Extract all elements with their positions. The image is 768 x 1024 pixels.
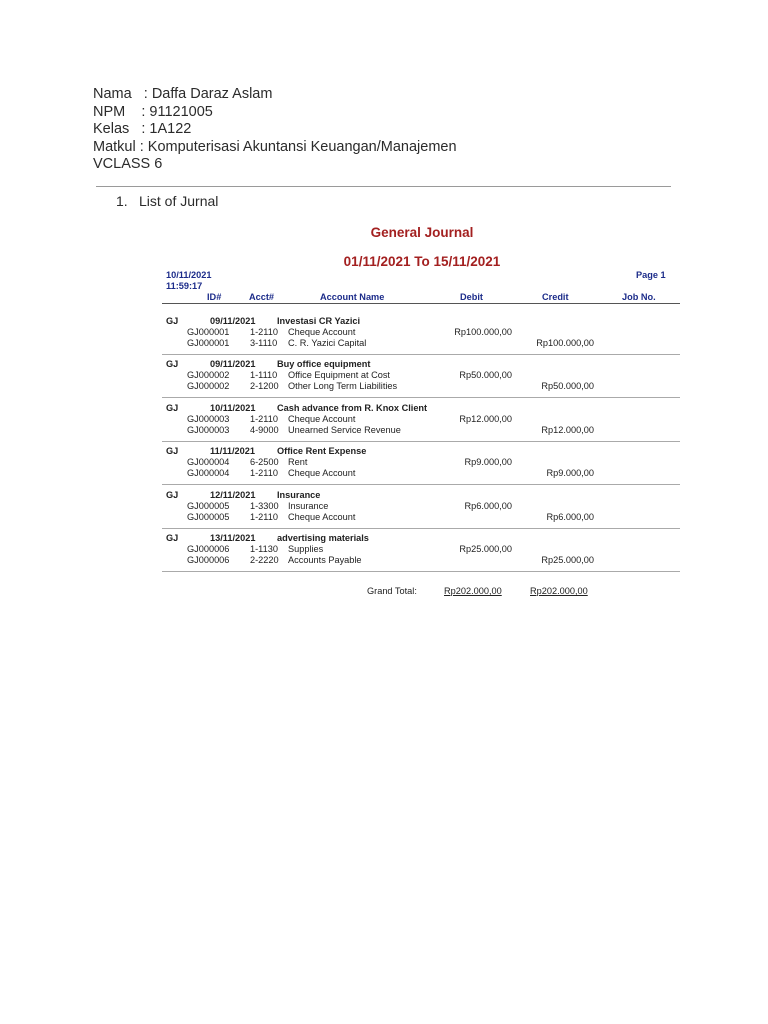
- col-header-acct: Acct#: [249, 292, 275, 302]
- student-info-row: [93, 156, 457, 174]
- student-info-value: : Komputerisasi Akuntansi Keuangan/Manajemen: [139, 138, 457, 155]
- report-date-range: 01/11/2021 To 15/11/2021: [343, 254, 501, 269]
- line-acct: 1-1130: [250, 544, 278, 554]
- entry-type: GJ: [166, 489, 179, 500]
- list-number: 1.: [116, 193, 128, 209]
- line-debit: Rp6.000,00: [464, 500, 512, 511]
- line-acct: 3-1110: [250, 338, 278, 348]
- line-account-name: Cheque Account: [288, 468, 356, 479]
- grand-total-label: Grand Total:: [367, 586, 417, 596]
- line-credit: Rp12.000,00: [541, 424, 594, 435]
- header-rule: [162, 303, 680, 304]
- entry-date: 10/11/2021: [210, 402, 256, 413]
- student-info-label: Matkul: [93, 138, 140, 155]
- entry-date: 09/11/2021: [210, 359, 256, 370]
- journal-line: [160, 381, 680, 392]
- line-id: GJ000006: [187, 555, 230, 565]
- entry-separator: [162, 441, 680, 442]
- line-account-name: Unearned Service Revenue: [288, 424, 401, 435]
- entry-description: Cash advance from R. Knox Client: [277, 402, 428, 413]
- line-account-name: Cheque Account: [288, 327, 356, 337]
- line-acct: 2-1200: [250, 381, 279, 392]
- line-acct: 1-2110: [250, 511, 278, 522]
- entry-type: GJ: [166, 446, 179, 457]
- student-info-row: [93, 104, 457, 122]
- line-debit: Rp100.000,00: [454, 327, 512, 337]
- entry-separator: [162, 354, 680, 355]
- entry-separator: [162, 484, 680, 485]
- line-account-name: Insurance: [288, 500, 329, 511]
- student-info-value: : Daffa Daraz Aslam: [143, 86, 273, 102]
- journal-line: [160, 544, 680, 555]
- line-credit: Rp100.000,00: [536, 338, 594, 348]
- entry-separator: [162, 528, 680, 529]
- report-page-number: Page 1: [636, 270, 666, 280]
- col-header-id: ID#: [207, 292, 222, 302]
- entry-date: 13/11/2021: [210, 533, 256, 543]
- line-id: GJ000005: [187, 500, 230, 511]
- student-info-row: [93, 86, 457, 104]
- report-print-date: 10/11/2021: [166, 270, 212, 280]
- line-id: GJ000005: [187, 511, 230, 522]
- list-item-1: [116, 193, 218, 209]
- student-info-row: [93, 121, 457, 139]
- line-acct: 1-2110: [250, 327, 278, 337]
- line-id: GJ000006: [187, 544, 230, 554]
- line-account-name: C. R. Yazici Capital: [288, 338, 367, 348]
- grand-total-credit: Rp202.000,00: [530, 586, 588, 596]
- col-header-credit: Credit: [542, 292, 569, 302]
- entry-type: GJ: [166, 533, 179, 543]
- line-acct: 6-2500: [250, 457, 279, 468]
- line-debit: Rp12.000,00: [459, 413, 512, 424]
- line-id: GJ000003: [187, 424, 230, 435]
- entry-description: Insurance: [277, 489, 321, 500]
- line-credit: Rp25.000,00: [541, 555, 594, 565]
- line-id: GJ000004: [187, 468, 230, 479]
- student-info: [93, 86, 457, 174]
- line-acct: 1-2110: [250, 413, 278, 424]
- line-debit: Rp50.000,00: [459, 370, 512, 381]
- journal-line: [160, 338, 680, 349]
- journal-line: [160, 512, 680, 523]
- entry-type: GJ: [166, 402, 179, 413]
- line-account-name: Other Long Term Liabilities: [288, 381, 398, 392]
- entry-description: Office Rent Expense: [277, 446, 367, 457]
- line-id: GJ000003: [187, 413, 230, 424]
- student-info-row: [93, 139, 457, 157]
- line-id: GJ000002: [187, 381, 230, 392]
- student-info-value: : 1A122: [141, 121, 192, 138]
- line-account-name: Cheque Account: [288, 413, 356, 424]
- list-text: List of Jurnal: [139, 193, 219, 209]
- entry-date: 09/11/2021: [210, 316, 256, 326]
- entry-description: Investasi CR Yazici: [277, 316, 361, 326]
- line-credit: Rp6.000,00: [546, 511, 594, 522]
- report-print-time: 11:59:17: [166, 280, 203, 291]
- grand-total-debit: Rp202.000,00: [444, 586, 502, 596]
- student-info-label: Kelas: [93, 121, 142, 138]
- entry-separator: [162, 571, 680, 572]
- line-account-name: Rent: [288, 457, 308, 468]
- entry-description: Buy office equipment: [277, 359, 371, 370]
- report-print-datetime: [166, 270, 211, 291]
- line-debit: Rp9.000,00: [464, 457, 512, 468]
- journal-line: [160, 457, 680, 468]
- journal-line: [160, 414, 680, 425]
- col-header-job-no: Job No.: [622, 292, 656, 302]
- line-acct: 1-1110: [250, 370, 278, 381]
- entry-type: GJ: [166, 359, 179, 370]
- line-acct: 4-9000: [250, 424, 279, 435]
- line-acct: 2-2220: [250, 555, 279, 565]
- student-info-label: NPM: [93, 103, 142, 120]
- line-debit: Rp25.000,00: [459, 544, 512, 554]
- student-info-value: : 91121005: [141, 103, 213, 120]
- col-header-debit: Debit: [460, 292, 483, 302]
- entry-description: advertising materials: [277, 533, 369, 543]
- line-id: GJ000002: [187, 370, 230, 381]
- journal-line: [160, 468, 680, 479]
- col-header-account-name: Account Name: [320, 292, 385, 302]
- entry-separator: [162, 397, 680, 398]
- line-acct: 1-2110: [250, 468, 278, 479]
- report-title: General Journal: [370, 225, 474, 240]
- line-id: GJ000001: [187, 338, 230, 348]
- student-info-label: Nama: [93, 86, 144, 102]
- entry-date: 12/11/2021: [210, 489, 256, 500]
- journal-line: [160, 555, 680, 566]
- student-info-label: VCLASS 6: [93, 156, 163, 173]
- journal-line: [160, 501, 680, 512]
- entry-date: 11/11/2021: [210, 446, 255, 457]
- journal-line: [160, 370, 680, 381]
- line-credit: Rp9.000,00: [546, 468, 594, 479]
- line-account-name: Accounts Payable: [288, 555, 362, 565]
- journal-line: [160, 327, 680, 338]
- line-account-name: Cheque Account: [288, 511, 356, 522]
- divider: [96, 186, 671, 187]
- line-account-name: Office Equipment at Cost: [288, 370, 390, 381]
- line-id: GJ000001: [187, 327, 230, 337]
- journal-line: [160, 425, 680, 436]
- line-acct: 1-3300: [250, 500, 279, 511]
- line-credit: Rp50.000,00: [541, 381, 594, 392]
- line-account-name: Supplies: [288, 544, 324, 554]
- entry-type: GJ: [166, 316, 179, 326]
- line-id: GJ000004: [187, 457, 230, 468]
